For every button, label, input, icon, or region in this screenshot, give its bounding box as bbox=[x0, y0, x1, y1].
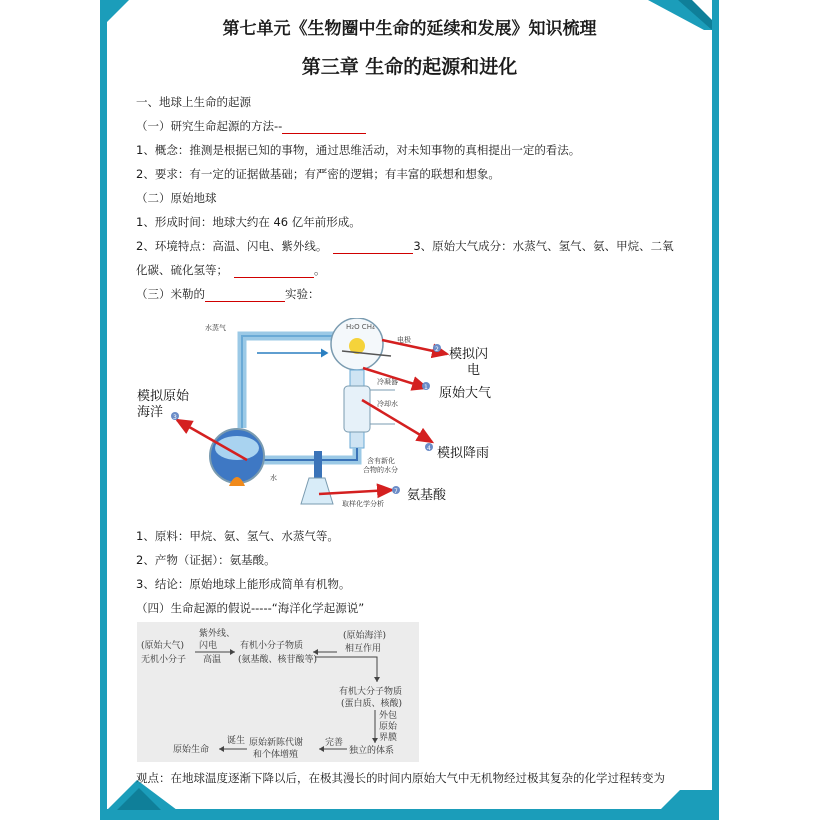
scheme-primitive-life: 原始生命 bbox=[173, 745, 210, 755]
scheme-wrap-2: 原始 bbox=[379, 722, 398, 732]
gas-label: H₂O CH₄ bbox=[346, 323, 375, 331]
period: 。 bbox=[314, 263, 326, 277]
vapor-tube bbox=[242, 336, 335, 428]
item-formation-time: 1、形成时间：地球大约在 46 亿年前形成。 bbox=[136, 215, 361, 229]
annotation-lightning: 模拟闪 bbox=[449, 347, 489, 362]
svg-text:2: 2 bbox=[435, 346, 439, 353]
document-page bbox=[107, 0, 712, 809]
atmosphere-text-cont: 化碳、硫化氢等； bbox=[136, 263, 228, 277]
subsection-method bbox=[136, 118, 366, 134]
electrode-label: 电极 bbox=[397, 336, 411, 344]
viewpoint-text: 观点：在地球温度逐渐下降以后，在极其漫长的时间内原始大气中无机物经过极其复杂的化学过程转变为 bbox=[136, 771, 665, 785]
subsection-hypothesis: （四）生命起源的假说-----“海洋化学起源说” bbox=[136, 601, 365, 615]
scheme-ocean: (原始海洋) bbox=[343, 631, 387, 641]
annotation-lightning-2: 电 bbox=[467, 363, 481, 378]
scheme-small-organic-2: (氨基酸、核苷酸等) bbox=[238, 655, 318, 665]
fill-blank[interactable] bbox=[282, 121, 366, 134]
svg-text:4: 4 bbox=[427, 445, 431, 452]
fill-blank[interactable] bbox=[333, 241, 413, 254]
scheme-wrap: 外包 bbox=[379, 711, 398, 721]
item-requirement: 2、要求：有一定的证据做基础；有严密的逻辑；有丰富的联想和想象。 bbox=[136, 167, 500, 181]
svg-text:1: 1 bbox=[424, 384, 428, 391]
svg-text:3: 3 bbox=[173, 414, 177, 421]
sampling-label: 取样化学分析 bbox=[342, 500, 384, 508]
fill-blank[interactable] bbox=[234, 265, 314, 278]
subsection-earth: （二）原始地球 bbox=[136, 191, 217, 205]
item-concept: 1、概念：推测是根据已知的事物，通过思维活动，对未知事物的真相提出一定的看法。 bbox=[136, 143, 581, 157]
chapter-title: 第三章 生命的起源和进化 bbox=[301, 56, 518, 78]
frame-right-border bbox=[712, 0, 719, 820]
miller-text: （三）米勒的 bbox=[136, 287, 205, 301]
scheme-independent-system: 独立的体系 bbox=[349, 746, 395, 756]
annotation-amino-acid: 氨基酸 bbox=[407, 488, 447, 503]
scheme-birth: 诞生 bbox=[227, 736, 246, 746]
scheme-wrap-3: 界膜 bbox=[379, 733, 398, 743]
water-label: 水 bbox=[270, 474, 277, 482]
cooling-water-label: 冷却水 bbox=[377, 400, 398, 408]
result-raw-material: 1、原料：甲烷、氨、氢气、水蒸气等。 bbox=[136, 529, 339, 543]
atmosphere-text: 3、原始大气成分：水蒸气、氢气、氨、甲烷、二氧 bbox=[413, 239, 674, 253]
subsection-miller bbox=[136, 286, 320, 302]
svg-text:7: 7 bbox=[394, 488, 398, 495]
scheme-lightning: 闪电 bbox=[199, 641, 218, 651]
environment-text: 2、环境特点：高温、闪电、紫外线。 bbox=[136, 239, 328, 253]
scheme-metabolism: 原始新陈代谢 bbox=[249, 738, 304, 748]
origin-hypothesis-scheme bbox=[137, 622, 419, 762]
result-product: 2、产物（证据）：氨基酸。 bbox=[136, 553, 276, 567]
scheme-hightemp: 高温 bbox=[203, 655, 222, 665]
miller-experiment-diagram bbox=[137, 318, 537, 518]
sampling-flask bbox=[301, 478, 333, 504]
frame-bottom-border bbox=[100, 809, 719, 820]
annotation-atmosphere: 原始大气 bbox=[439, 386, 492, 401]
frame-left-border bbox=[100, 0, 107, 820]
annotation-ocean: 模拟原始 bbox=[137, 389, 190, 404]
scheme-inorganic: 无机小分子 bbox=[141, 655, 187, 665]
scheme-macromolecule: 有机大分子物质 bbox=[339, 687, 403, 697]
scheme-small-organic: 有机小分子物质 bbox=[240, 641, 304, 651]
fill-blank[interactable] bbox=[205, 289, 285, 302]
item-atmosphere-cont bbox=[136, 262, 326, 278]
document-title: 第七单元《生物圈中生命的延续和发展》知识梳理 bbox=[222, 19, 597, 39]
subsection-method-text: （一）研究生命起源的方法-- bbox=[136, 119, 283, 133]
annotation-rain: 模拟降雨 bbox=[437, 446, 490, 461]
scheme-uv: 紫外线、 bbox=[199, 629, 236, 639]
item-environment bbox=[136, 238, 674, 254]
scheme-metabolism-2: 和个体增殖 bbox=[253, 750, 299, 760]
scheme-perfect: 完善 bbox=[325, 738, 344, 748]
scheme-interaction: 相互作用 bbox=[345, 644, 382, 654]
result-conclusion: 3、结论：原始地球上能形成简单有机物。 bbox=[136, 577, 351, 591]
condenser-label: 冷凝器 bbox=[377, 378, 398, 386]
scheme-macromolecule-2: (蛋白质、核酸) bbox=[341, 699, 403, 709]
compound-water-label-2: 合物的水分 bbox=[363, 466, 398, 474]
experiment-text: 实验： bbox=[285, 287, 320, 301]
compound-water-label: 含有新化 bbox=[367, 457, 395, 465]
section-heading: 一、地球上生命的起源 bbox=[136, 95, 251, 109]
scheme-atmosphere: (原始大气) bbox=[141, 641, 185, 651]
annotation-ocean-2: 海洋 bbox=[137, 405, 164, 420]
water-vapor-label: 水蒸气 bbox=[205, 324, 226, 332]
